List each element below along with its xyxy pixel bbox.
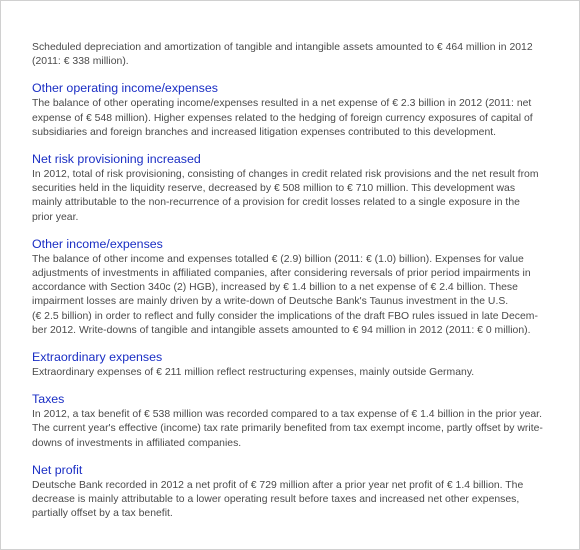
section-body: In 2012, a tax benefit of € 538 million was recorded compared to a tax expense of € 1.4 billion in the prior year. The current year's effective (income) tax rate primarily benefited from tax exempt income, partly offset by write- downs of investments in affiliated companies. [32, 409, 543, 449]
intro-paragraph: Scheduled depreciation and amortization of tangible and intangible assets amounted to € 464 million in 2012 (2011: € 338 million). [32, 42, 533, 68]
section-extraordinary-expenses [32, 350, 552, 380]
section-net-risk-provisioning [32, 152, 552, 225]
section-heading: Other income/expenses [32, 236, 163, 251]
section-body: The balance of other operating income/expenses resulted in a net expense of € 2.3 billion in 2012 (2011: net expense of € 548 million). Higher expenses related to the hedging of foreign currency exposures of capital of subsidiaries and foreign branches and increased litigation expenses contributed to this development. [32, 98, 533, 138]
section-other-income [32, 237, 552, 338]
section-heading: Net profit [32, 462, 83, 477]
section-net-profit [32, 463, 552, 522]
section-body: Deutsche Bank recorded in 2012 a net profit of € 729 million after a prior year net profit of € 1.4 billion. The decrease is mainly attributable to a lower operating result before taxes and increased net other expenses, partially offset by a tax benefit. [32, 479, 524, 520]
section-body: The balance of other income and expenses totalled € (2.9) billion (2011: € (1.0) billion). Expenses for value adjustments of investments in affiliated companies, after considering reversals of prior period impairments in accordance with Section 340c (2) HGB), increased by € 1.4 billion to a net expense of € 2.4 billion. These impairment losses are mainly driven by a write-down of Deutsche Bank's Taunus investment in the U.S. (€ 2.5 billion) in order to reflect and fully consider the implications of the draft FBO rules issued in late Decem- ber 2012. Write-downs of tangible and intangible assets amounted to € 94 million in 2012 (2011: € 0 million). [32, 253, 538, 336]
document-content [32, 41, 552, 521]
section-body: Extraordinary expenses of € 211 million reflect restructuring expenses, mainly outside Germany. [32, 367, 475, 379]
section-heading: Other operating income/expenses [32, 81, 218, 96]
section-heading: Taxes [32, 392, 65, 407]
section-taxes [32, 392, 552, 451]
section-heading: Extraordinary expenses [32, 350, 163, 365]
section-heading: Net risk provisioning increased [32, 152, 201, 167]
section-other-operating [32, 81, 552, 140]
section-body: In 2012, total of risk provisioning, consisting of changes in credit related risk provisions and the net result from securities held in the liquidity reserve, decreased by € 508 million to € 710 million. This development was mainly attributable to the non-recurrence of a provision for credit losses related to a single exposure in the prior year. [32, 169, 539, 223]
